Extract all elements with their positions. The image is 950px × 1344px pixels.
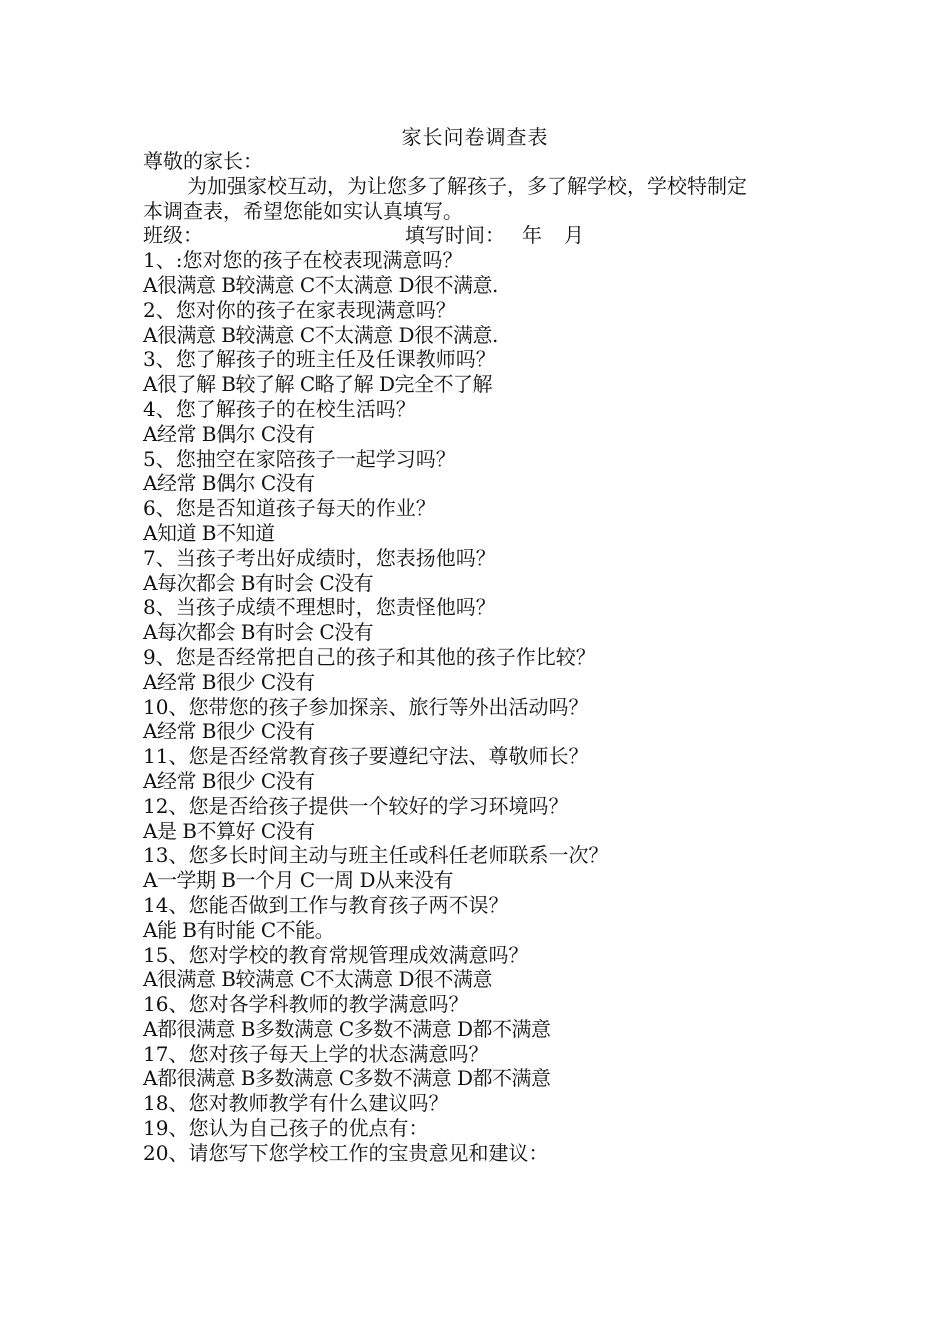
answer-options-17: A都很满意 B多数满意 C多数不满意 D都不满意 — [143, 1066, 551, 1091]
answer-options-1: A很满意 B较满意 C不太满意 D很不满意. — [143, 272, 498, 297]
question-3: 3、您了解孩子的班主任及任课教师吗？ — [143, 347, 496, 372]
answer-options-10: A经常 B很少 C没有 — [143, 719, 315, 744]
open-question-20: 20、请您写下您学校工作的宝贵意见和建议： — [143, 1140, 549, 1165]
answer-options-13: A一学期 B一个月 C一周 D从来没有 — [143, 868, 454, 893]
question-1: 1、:您对您的孩子在校表现满意吗？ — [143, 248, 463, 273]
question-10: 10、您带您的孩子参加探亲、旅行等外出活动吗？ — [143, 694, 589, 719]
question-16: 16、您对各学科教师的教学满意吗？ — [143, 992, 469, 1017]
answer-options-15: A很满意 B较满意 C不太满意 D很不满意 — [143, 967, 493, 992]
question-4: 4、您了解孩子的在校生活吗？ — [143, 396, 416, 421]
question-8: 8、当孩子成绩不理想时，您责怪他吗？ — [143, 595, 496, 620]
year-label: 年 — [522, 223, 542, 248]
answer-options-2: A很满意 B较满意 C不太满意 D很不满意. — [143, 322, 498, 347]
question-9: 9、您是否经常把自己的孩子和其他的孩子作比较？ — [143, 644, 596, 669]
document-body — [143, 149, 833, 1166]
open-question-18: 18、您对教师教学有什么建议吗？ — [143, 1091, 449, 1116]
intro-line-1: 为加强家校互动，为让您多了解孩子，多了解学校，学校特制定 — [187, 173, 747, 198]
answer-options-4: A经常 B偶尔 C没有 — [143, 421, 315, 446]
answer-options-3: A很了解 B较了解 C略了解 D完全不了解 — [143, 372, 493, 397]
question-14: 14、您能否做到工作与教育孩子两不误？ — [143, 892, 509, 917]
page-title: 家长问卷调查表 — [401, 125, 549, 149]
class-label: 班级： — [143, 223, 203, 248]
answer-options-7: A每次都会 B有时会 C没有 — [143, 570, 374, 595]
answer-options-5: A经常 B偶尔 C没有 — [143, 471, 315, 496]
question-17: 17、您对孩子每天上学的状态满意吗？ — [143, 1041, 489, 1066]
question-list — [143, 248, 833, 1165]
question-12: 12、您是否给孩子提供一个较好的学习环境吗？ — [143, 793, 569, 818]
question-15: 15、您对学校的教育常规管理成效满意吗？ — [143, 942, 529, 967]
answer-options-12: A是 B不算好 C没有 — [143, 818, 315, 843]
intro-line-2: 本调查表，希望您能如实认真填写。 — [143, 198, 463, 223]
open-question-19: 19、您认为自己孩子的优点有： — [143, 1116, 429, 1141]
question-6: 6、您是否知道孩子每天的作业？ — [143, 496, 436, 521]
fill-info-row — [143, 223, 833, 248]
answer-options-16: A都很满意 B多数满意 C多数不满意 D都不满意 — [143, 1016, 551, 1041]
month-label: 月 — [564, 223, 584, 248]
question-7: 7、当孩子考出好成绩时，您表扬他吗？ — [143, 545, 496, 570]
answer-options-11: A经常 B很少 C没有 — [143, 768, 315, 793]
question-13: 13、您多长时间主动与班主任或科任老师联系一次？ — [143, 843, 609, 868]
answer-options-6: A知道 B不知道 — [143, 520, 275, 545]
question-2: 2、您对你的孩子在家表现满意吗？ — [143, 297, 456, 322]
answer-options-14: A能 B有时能 C不能。 — [143, 917, 335, 942]
greeting: 尊敬的家长： — [143, 149, 263, 173]
question-5: 5、您抽空在家陪孩子一起学习吗？ — [143, 446, 456, 471]
answer-options-9: A经常 B很少 C没有 — [143, 669, 315, 694]
question-11: 11、您是否经常教育孩子要遵纪守法、尊敬师长？ — [143, 744, 589, 769]
fill-time-label: 填写时间： — [405, 223, 505, 248]
answer-options-8: A每次都会 B有时会 C没有 — [143, 620, 374, 645]
